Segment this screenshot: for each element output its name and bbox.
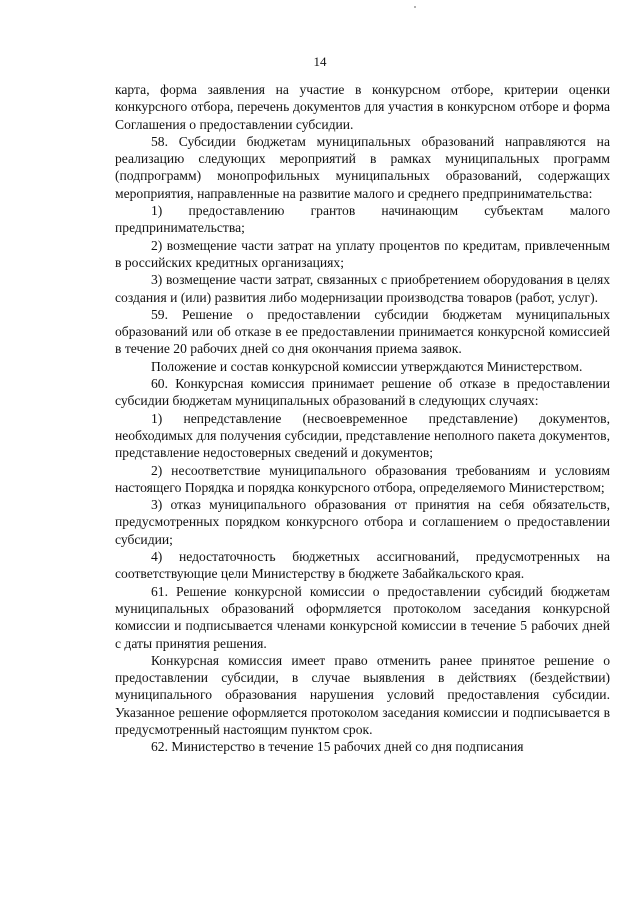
list-item-60-2: 2) несоответствие муниципального образования требованиям и условиям настоящего Порядка и порядка конкурсного отбора, определяемого Министерством;	[115, 462, 610, 495]
list-item-60-1: 1) непредставление (несвоевременное представление) документов, необходимых для получения субсидии, представление неполного пакета документов, представление недостоверных сведений и документов;	[115, 410, 610, 461]
list-item-58-2: 2) возмещение части затрат на уплату процентов по кредитам, привлеченным в российских кредитных организациях;	[115, 237, 610, 270]
page-body	[115, 81, 610, 756]
scan-speck	[414, 6, 416, 8]
paragraph-61: 61. Решение конкурсной комиссии о предоставлении субсидий бюджетам муниципальных образований оформляется протоколом заседания конкурсной комиссии и подписывается членами конкурсной комиссии в течение 5 рабочих дней с даты принятия решения.	[115, 583, 610, 651]
paragraph-62: 62. Министерство в течение 15 рабочих дней со дня подписания	[151, 739, 524, 755]
paragraph-cancel-right: Конкурсная комиссия имеет право отменить ранее принятое решение о предоставлении субсидии, в случае выявления в действиях (бездействии) муниципального образования нарушения условий предоставления субсидии. Указанное решение оформляется протоколом заседания комиссии и подписывается в предусмотренный настоящим пунктом срок.	[115, 652, 610, 737]
paragraph-1: карта, форма заявления на участие в конкурсном отборе, критерии оценки конкурсного отбора, перечень документов для участия в конкурсном отборе и форма Соглашения о предоставлении субсидии.	[115, 82, 610, 132]
paragraph-58: 58. Субсидии бюджетам муниципальных образований направляются на реализацию следующих мероприятий в рамках муниципальных программ (подпрограмм) монопрофильных муниципальных образований, содержащих мероприятия, направленные на развитие малого и среднего предпринимательства:	[115, 133, 610, 201]
list-item-58-1: 1) предоставлению грантов начинающим субъектам малого предпринимательства;	[115, 203, 610, 236]
list-item-60-4: 4) недостаточность бюджетных ассигнований, предусмотренных на соответствующие цели Министерству в бюджете Забайкальского края.	[115, 549, 610, 582]
list-item-60-3: 3) отказ муниципального образования от принятия на себя обязательств, предусмотренных порядком конкурсного отбора и соглашением о предоставлении субсидии;	[115, 497, 610, 547]
list-item-58-3: 3) возмещение части затрат, связанных с приобретением оборудования в целях создания и (или) развития либо модернизации производства товаров (работ, услуг).	[115, 272, 610, 305]
page-number: 14	[313, 54, 327, 69]
paragraph-60: 60. Конкурсная комиссия принимает решение об отказе в предоставлении субсидии бюджетам муниципальных образований в следующих случаях:	[115, 376, 610, 409]
paragraph-commission: Положение и состав конкурсной комиссии утверждаются Министерством.	[151, 358, 583, 374]
paragraph-59: 59. Решение о предоставлении субсидии бюджетам муниципальных образований или об отказе в ее предоставлении принимается конкурсной комиссией в течение 20 рабочих дней со дня окончания приема заявок.	[115, 306, 610, 357]
